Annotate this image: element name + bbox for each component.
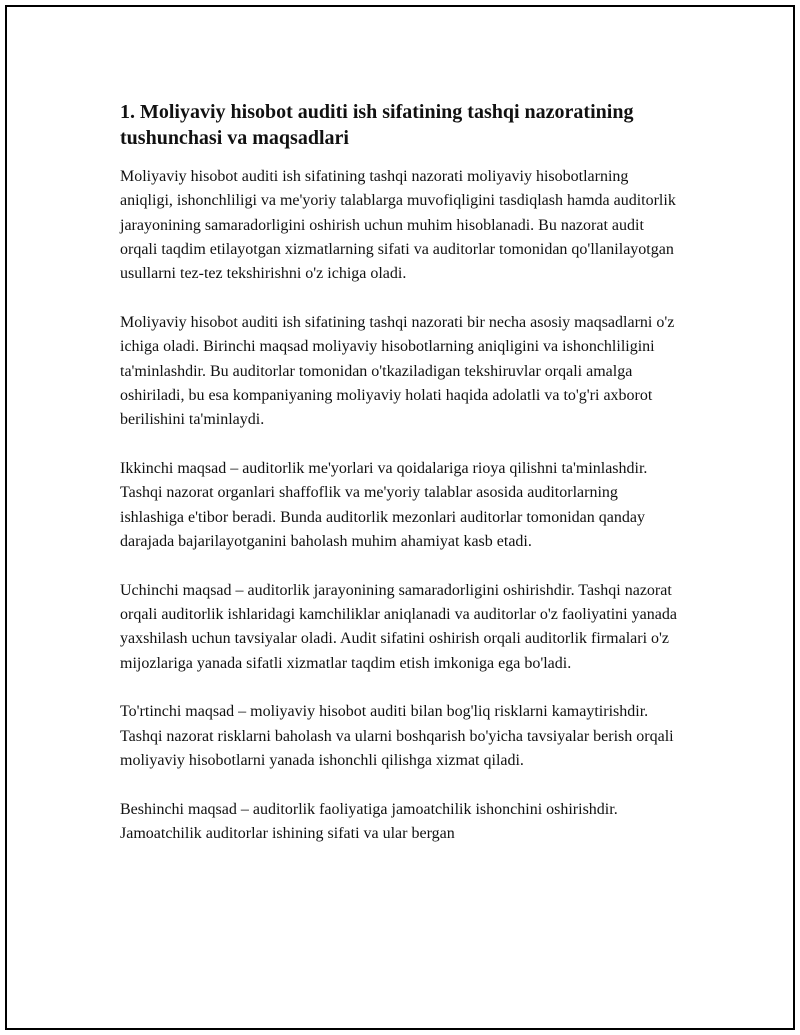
paragraph-4: Uchinchi maqsad – auditorlik jarayonining samaradorligini oshirishdir. Tashqi nazorat orqali auditorlik ishlaridagi kamchiliklar aniqlanadi va auditorlar o'z faoliyatini yanada yaxshilash uchun tavsiyalar oladi. Audit sifatini oshirish orqali auditorlik firmalari o'z mijozlariga yanada sifatli xizmatlar taqdim etish imkoniga ega bo'ladi. bbox=[120, 581, 677, 672]
paragraph-6: Beshinchi maqsad – auditorlik faoliyatiga jamoatchilik ishonchini oshirishdir. Jamoatchilik auditorlar ishining sifati va ular bergan bbox=[120, 800, 618, 843]
paragraph-2: Moliyaviy hisobot auditi ish sifatining tashqi nazorati bir necha asosiy maqsadlarni o'z ichiga oladi. Birinchi maqsad moliyaviy hisobotlarning aniqligini va ishonchliligini ta'minlashdir. Bu auditorlar tomonidan o'tkaziladigan tekshiruvlar orqali amalga oshiriladi, bu esa kompaniyaning moliyaviy holati haqida adolatli va to'g'ri axborot berilishini ta'minlaydi. bbox=[120, 313, 675, 429]
section-heading: 1. Moliyaviy hisobot auditi ish sifatining tashqi nazoratining tushunchasi va maqsadlari bbox=[120, 101, 634, 149]
paragraph-5: To'rtinchi maqsad – moliyaviy hisobot auditi bilan bog'liq risklarni kamaytirishdir. Tashqi nazorat risklarni baholash va ularni boshqarish bo'yicha tavsiyalar berish orqali moliyaviy hisobotlarni yanada ishonchli qilishga xizmat qiladi. bbox=[120, 703, 674, 769]
document-body bbox=[120, 99, 680, 871]
paragraph-1: Moliyaviy hisobot auditi ish sifatining tashqi nazorati moliyaviy hisobotlarning aniqligi, ishonchliligi va me'yoriy talablarga muvofiqligini tasdiqlash hamda auditorlik jarayonining samaradorligini oshirish uchun muhim hisoblanadi. Bu nazorat audit orqali taqdim etilayotgan xizmatlarning sifati va auditorlar tomonidan qo'llanilayotgan usullarni tez-tez tekshirishni o'z ichiga oladi. bbox=[120, 168, 676, 283]
paragraph-3: Ikkinchi maqsad – auditorlik me'yorlari va qoidalariga rioya qilishni ta'minlashdir. Tashqi nazorat organlari shaffoflik va me'yoriy talablar asosida auditorlarning ishlashiga e'tibor beradi. Bunda auditorlik mezonlari auditorlar tomonidan qanday darajada bajarilayotganini baholash muhim ahamiyat kasb etadi. bbox=[120, 459, 648, 550]
page-frame bbox=[5, 5, 795, 1030]
